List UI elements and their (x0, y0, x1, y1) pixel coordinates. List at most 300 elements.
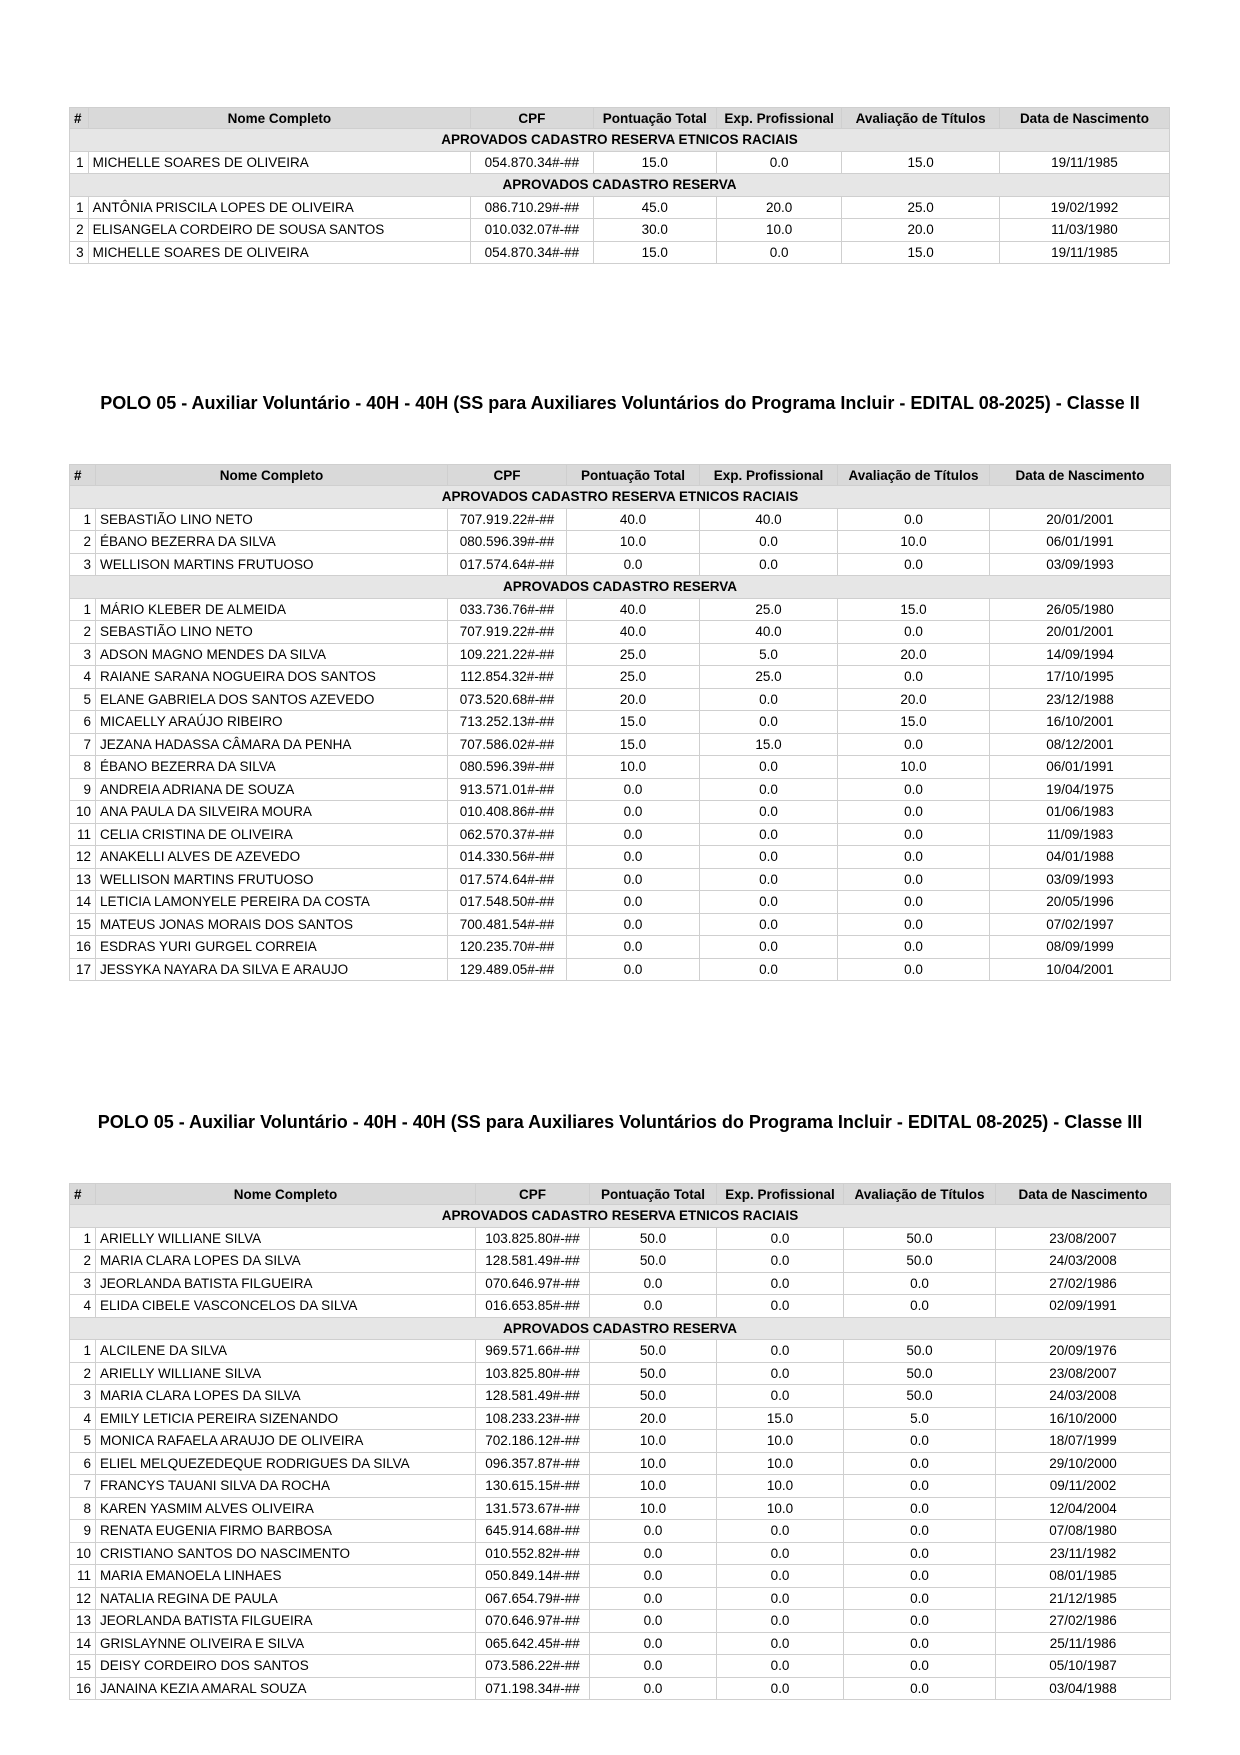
cpf-cell: 062.570.37#-## (448, 823, 567, 846)
table-row (70, 733, 1171, 756)
full-name-cell: MATEUS JONAS MORAIS DOS SANTOS (96, 913, 448, 936)
total-score-cell: 0.0 (590, 1272, 717, 1295)
cpf-cell: 130.615.15#-## (476, 1475, 590, 1498)
rank-cell: 13 (70, 868, 96, 891)
rank-cell: 4 (70, 666, 96, 689)
rank-cell: 3 (70, 643, 96, 666)
full-name-cell: ADSON MAGNO MENDES DA SILVA (96, 643, 448, 666)
rank-cell: 3 (70, 1385, 96, 1408)
full-name-cell: CELIA CRISTINA DE OLIVEIRA (96, 823, 448, 846)
birth-date-cell: 23/11/1982 (996, 1542, 1171, 1565)
total-score-cell: 20.0 (567, 688, 700, 711)
full-name-cell: ALCILENE DA SILVA (96, 1340, 476, 1363)
full-name-cell: KAREN YASMIM ALVES OLIVEIRA (96, 1497, 476, 1520)
cpf-cell: 071.198.34#-## (476, 1677, 590, 1700)
table-row (70, 1452, 1171, 1475)
total-score-cell: 0.0 (567, 958, 700, 981)
professional-experience-cell: 0.0 (717, 1587, 844, 1610)
rank-cell: 5 (70, 1430, 96, 1453)
full-name-cell: JEZANA HADASSA CÂMARA DA PENHA (96, 733, 448, 756)
column-header-professional-experience: Exp. Profissional (717, 1184, 844, 1205)
full-name-cell: MARIA CLARA LOPES DA SILVA (96, 1385, 476, 1408)
titles-evaluation-cell: 0.0 (844, 1475, 996, 1498)
full-name-cell: ELIEL MELQUEZEDEQUE RODRIGUES DA SILVA (96, 1452, 476, 1475)
column-header-rank: # (70, 465, 96, 486)
rank-cell: 6 (70, 711, 96, 734)
cpf-cell: 707.919.22#-## (448, 621, 567, 644)
total-score-cell: 0.0 (567, 936, 700, 959)
rank-cell: 2 (70, 621, 96, 644)
table-row (70, 1677, 1171, 1700)
rank-cell: 8 (70, 756, 96, 779)
professional-experience-cell: 10.0 (717, 1430, 844, 1453)
titles-evaluation-cell: 15.0 (838, 711, 990, 734)
birth-date-cell: 01/06/1983 (990, 801, 1171, 824)
birth-date-cell: 19/11/1985 (999, 241, 1169, 264)
cpf-cell: 103.825.80#-## (476, 1227, 590, 1250)
full-name-cell: DEISY CORDEIRO DOS SANTOS (96, 1655, 476, 1678)
group-header-etnicos (70, 486, 1171, 509)
total-score-cell: 0.0 (567, 823, 700, 846)
birth-date-cell: 08/09/1999 (990, 936, 1171, 959)
cpf-cell: 014.330.56#-## (448, 846, 567, 869)
rank-cell: 1 (70, 196, 89, 219)
column-header-full-name: Nome Completo (96, 1184, 476, 1205)
group-header-reserva (70, 174, 1170, 197)
professional-experience-cell: 15.0 (700, 733, 838, 756)
total-score-cell: 0.0 (567, 801, 700, 824)
titles-evaluation-cell: 0.0 (844, 1587, 996, 1610)
birth-date-cell: 07/08/1980 (996, 1520, 1171, 1543)
titles-evaluation-cell: 25.0 (842, 196, 1000, 219)
professional-experience-cell: 0.0 (700, 778, 838, 801)
table-row (70, 1587, 1171, 1610)
birth-date-cell: 19/02/1992 (999, 196, 1169, 219)
titles-evaluation-cell: 0.0 (838, 913, 990, 936)
full-name-cell: FRANCYS TAUANI SILVA DA ROCHA (96, 1475, 476, 1498)
titles-evaluation-cell: 0.0 (838, 733, 990, 756)
table-row (70, 1542, 1171, 1565)
table-row (70, 666, 1171, 689)
section-2-title: POLO 05 - Auxiliar Voluntário - 40H - 40H (SS para Auxiliares Voluntários do Programa Incluir - EDITAL 08-2025) - Classe II (100, 393, 1140, 413)
titles-evaluation-cell: 50.0 (844, 1340, 996, 1363)
column-header-professional-experience: Exp. Profissional (716, 108, 841, 129)
full-name-cell: ANA PAULA DA SILVEIRA MOURA (96, 801, 448, 824)
professional-experience-cell: 0.0 (717, 1677, 844, 1700)
column-header-titles-evaluation: Avaliação de Títulos (838, 465, 990, 486)
total-score-cell: 25.0 (567, 666, 700, 689)
rank-cell: 11 (70, 1565, 96, 1588)
table-row (70, 531, 1171, 554)
professional-experience-cell: 0.0 (700, 958, 838, 981)
total-score-cell: 45.0 (593, 196, 716, 219)
table-row (70, 1632, 1171, 1655)
table-row (70, 643, 1171, 666)
titles-evaluation-cell: 0.0 (838, 508, 990, 531)
birth-date-cell: 23/12/1988 (990, 688, 1171, 711)
cpf-cell: 073.586.22#-## (476, 1655, 590, 1678)
table-row (70, 219, 1170, 242)
cpf-cell: 067.654.79#-## (476, 1587, 590, 1610)
column-header-birth-date: Data de Nascimento (996, 1184, 1171, 1205)
birth-date-cell: 12/04/2004 (996, 1497, 1171, 1520)
professional-experience-cell: 0.0 (700, 688, 838, 711)
titles-evaluation-cell: 50.0 (844, 1227, 996, 1250)
full-name-cell: GRISLAYNNE OLIVEIRA E SILVA (96, 1632, 476, 1655)
birth-date-cell: 07/02/1997 (990, 913, 1171, 936)
results-table-2 (69, 464, 1171, 981)
section-3 (69, 1183, 1170, 1700)
full-name-cell: ARIELLY WILLIANE SILVA (96, 1227, 476, 1250)
total-score-cell: 10.0 (590, 1452, 717, 1475)
full-name-cell: LETICIA LAMONYELE PEREIRA DA COSTA (96, 891, 448, 914)
full-name-cell: ELISANGELA CORDEIRO DE SOUSA SANTOS (88, 219, 471, 242)
rank-cell: 12 (70, 1587, 96, 1610)
professional-experience-cell: 0.0 (717, 1385, 844, 1408)
birth-date-cell: 27/02/1986 (996, 1272, 1171, 1295)
titles-evaluation-cell: 0.0 (838, 823, 990, 846)
cpf-cell: 080.596.39#-## (448, 756, 567, 779)
rank-cell: 5 (70, 688, 96, 711)
section-3-title: POLO 05 - Auxiliar Voluntário - 40H - 40H (SS para Auxiliares Voluntários do Programa Incluir - EDITAL 08-2025) - Classe III (97, 1112, 1143, 1132)
section-1 (69, 107, 1170, 264)
full-name-cell: JEORLANDA BATISTA FILGUEIRA (96, 1610, 476, 1633)
cpf-cell: 054.870.34#-## (471, 241, 593, 264)
group-label: APROVADOS CADASTRO RESERVA ETNICOS RACIAIS (70, 486, 1171, 509)
column-header-professional-experience: Exp. Profissional (700, 465, 838, 486)
rank-cell: 16 (70, 1677, 96, 1700)
full-name-cell: NATALIA REGINA DE PAULA (96, 1587, 476, 1610)
cpf-cell: 017.574.64#-## (448, 868, 567, 891)
full-name-cell: ÉBANO BEZERRA DA SILVA (96, 531, 448, 554)
table-row (70, 553, 1171, 576)
rank-cell: 3 (70, 1272, 96, 1295)
total-score-cell: 0.0 (567, 913, 700, 936)
total-score-cell: 40.0 (567, 508, 700, 531)
birth-date-cell: 05/10/1987 (996, 1655, 1171, 1678)
section-2 (69, 464, 1170, 981)
rank-cell: 2 (70, 531, 96, 554)
cpf-cell: 969.571.66#-## (476, 1340, 590, 1363)
titles-evaluation-cell: 0.0 (838, 801, 990, 824)
birth-date-cell: 14/09/1994 (990, 643, 1171, 666)
titles-evaluation-cell: 15.0 (842, 241, 1000, 264)
professional-experience-cell: 10.0 (717, 1475, 844, 1498)
birth-date-cell: 10/04/2001 (990, 958, 1171, 981)
table-row (70, 1295, 1171, 1318)
full-name-cell: RENATA EUGENIA FIRMO BARBOSA (96, 1520, 476, 1543)
birth-date-cell: 19/11/1985 (999, 151, 1169, 174)
cpf-cell: 707.919.22#-## (448, 508, 567, 531)
table-row (70, 151, 1170, 174)
titles-evaluation-cell: 10.0 (838, 756, 990, 779)
full-name-cell: EMILY LETICIA PEREIRA SIZENANDO (96, 1407, 476, 1430)
total-score-cell: 15.0 (593, 241, 716, 264)
group-header-reserva (70, 576, 1171, 599)
cpf-cell: 054.870.34#-## (471, 151, 593, 174)
full-name-cell: MARIA EMANOELA LINHAES (96, 1565, 476, 1588)
titles-evaluation-cell: 0.0 (844, 1542, 996, 1565)
professional-experience-cell: 0.0 (700, 891, 838, 914)
cpf-cell: 913.571.01#-## (448, 778, 567, 801)
birth-date-cell: 02/09/1991 (996, 1295, 1171, 1318)
table-row (70, 1362, 1171, 1385)
titles-evaluation-cell: 0.0 (838, 936, 990, 959)
table-header-row (70, 1184, 1171, 1205)
total-score-cell: 50.0 (590, 1385, 717, 1408)
table-row (70, 823, 1171, 846)
rank-cell: 11 (70, 823, 96, 846)
full-name-cell: MICAELLY ARAÚJO RIBEIRO (96, 711, 448, 734)
birth-date-cell: 03/09/1993 (990, 553, 1171, 576)
rank-cell: 14 (70, 891, 96, 914)
group-label: APROVADOS CADASTRO RESERVA (70, 576, 1171, 599)
professional-experience-cell: 0.0 (700, 868, 838, 891)
column-header-total-score: Pontuação Total (567, 465, 700, 486)
results-table-3 (69, 1183, 1171, 1700)
birth-date-cell: 16/10/2001 (990, 711, 1171, 734)
professional-experience-cell: 0.0 (717, 1542, 844, 1565)
titles-evaluation-cell: 0.0 (838, 846, 990, 869)
cpf-cell: 109.221.22#-## (448, 643, 567, 666)
total-score-cell: 0.0 (590, 1542, 717, 1565)
birth-date-cell: 03/09/1993 (990, 868, 1171, 891)
titles-evaluation-cell: 50.0 (844, 1250, 996, 1273)
total-score-cell: 40.0 (567, 598, 700, 621)
full-name-cell: RAIANE SARANA NOGUEIRA DOS SANTOS (96, 666, 448, 689)
total-score-cell: 0.0 (567, 846, 700, 869)
table-row (70, 1610, 1171, 1633)
table-row (70, 846, 1171, 869)
table-row (70, 778, 1171, 801)
professional-experience-cell: 25.0 (700, 666, 838, 689)
rank-cell: 9 (70, 1520, 96, 1543)
total-score-cell: 0.0 (590, 1610, 717, 1633)
birth-date-cell: 23/08/2007 (996, 1362, 1171, 1385)
professional-experience-cell: 0.0 (717, 1295, 844, 1318)
rank-cell: 13 (70, 1610, 96, 1633)
titles-evaluation-cell: 0.0 (844, 1272, 996, 1295)
full-name-cell: ELIDA CIBELE VASCONCELOS DA SILVA (96, 1295, 476, 1318)
rank-cell: 2 (70, 219, 89, 242)
cpf-cell: 128.581.49#-## (476, 1385, 590, 1408)
birth-date-cell: 20/01/2001 (990, 621, 1171, 644)
birth-date-cell: 03/04/1988 (996, 1677, 1171, 1700)
full-name-cell: ANDREIA ADRIANA DE SOUZA (96, 778, 448, 801)
total-score-cell: 0.0 (590, 1587, 717, 1610)
group-header-etnicos (70, 1205, 1171, 1228)
results-table-1 (69, 107, 1170, 264)
birth-date-cell: 06/01/1991 (990, 756, 1171, 779)
rank-cell: 10 (70, 1542, 96, 1565)
professional-experience-cell: 0.0 (716, 151, 841, 174)
rank-cell: 4 (70, 1295, 96, 1318)
birth-date-cell: 24/03/2008 (996, 1250, 1171, 1273)
full-name-cell: MÁRIO KLEBER DE ALMEIDA (96, 598, 448, 621)
titles-evaluation-cell: 0.0 (844, 1565, 996, 1588)
birth-date-cell: 09/11/2002 (996, 1475, 1171, 1498)
table-row (70, 508, 1171, 531)
table-row (70, 1250, 1171, 1273)
full-name-cell: MICHELLE SOARES DE OLIVEIRA (88, 151, 471, 174)
rank-cell: 3 (70, 241, 89, 264)
full-name-cell: JANAINA KEZIA AMARAL SOUZA (96, 1677, 476, 1700)
professional-experience-cell: 0.0 (700, 823, 838, 846)
full-name-cell: WELLISON MARTINS FRUTUOSO (96, 553, 448, 576)
birth-date-cell: 16/10/2000 (996, 1407, 1171, 1430)
titles-evaluation-cell: 0.0 (844, 1655, 996, 1678)
column-header-total-score: Pontuação Total (593, 108, 716, 129)
full-name-cell: ÉBANO BEZERRA DA SILVA (96, 756, 448, 779)
table-row (70, 1565, 1171, 1588)
titles-evaluation-cell: 0.0 (838, 666, 990, 689)
professional-experience-cell: 0.0 (700, 913, 838, 936)
table-header-row (70, 108, 1170, 129)
total-score-cell: 10.0 (567, 756, 700, 779)
column-header-titles-evaluation: Avaliação de Títulos (842, 108, 1000, 129)
professional-experience-cell: 10.0 (716, 219, 841, 242)
column-header-titles-evaluation: Avaliação de Títulos (844, 1184, 996, 1205)
birth-date-cell: 27/02/1986 (996, 1610, 1171, 1633)
total-score-cell: 20.0 (590, 1407, 717, 1430)
rank-cell: 6 (70, 1452, 96, 1475)
titles-evaluation-cell: 0.0 (844, 1677, 996, 1700)
titles-evaluation-cell: 0.0 (838, 958, 990, 981)
rank-cell: 4 (70, 1407, 96, 1430)
total-score-cell: 15.0 (593, 151, 716, 174)
titles-evaluation-cell: 5.0 (844, 1407, 996, 1430)
table-row (70, 241, 1170, 264)
total-score-cell: 0.0 (567, 868, 700, 891)
rank-cell: 1 (70, 151, 89, 174)
total-score-cell: 0.0 (590, 1632, 717, 1655)
group-header-reserva (70, 1317, 1171, 1340)
full-name-cell: CRISTIANO SANTOS DO NASCIMENTO (96, 1542, 476, 1565)
table-row (70, 756, 1171, 779)
total-score-cell: 50.0 (590, 1340, 717, 1363)
group-label: APROVADOS CADASTRO RESERVA ETNICOS RACIAIS (70, 1205, 1171, 1228)
rank-cell: 2 (70, 1250, 96, 1273)
column-header-cpf: CPF (471, 108, 593, 129)
titles-evaluation-cell: 0.0 (844, 1430, 996, 1453)
group-label: APROVADOS CADASTRO RESERVA ETNICOS RACIAIS (70, 129, 1170, 152)
birth-date-cell: 25/11/1986 (996, 1632, 1171, 1655)
professional-experience-cell: 0.0 (717, 1250, 844, 1273)
table-row (70, 1655, 1171, 1678)
birth-date-cell: 20/09/1976 (996, 1340, 1171, 1363)
group-label: APROVADOS CADASTRO RESERVA (70, 1317, 1171, 1340)
rank-cell: 9 (70, 778, 96, 801)
birth-date-cell: 21/12/1985 (996, 1587, 1171, 1610)
rank-cell: 2 (70, 1362, 96, 1385)
full-name-cell: MONICA RAFAELA ARAUJO DE OLIVEIRA (96, 1430, 476, 1453)
birth-date-cell: 08/12/2001 (990, 733, 1171, 756)
table-row (70, 1407, 1171, 1430)
full-name-cell: SEBASTIÃO LINO NETO (96, 621, 448, 644)
professional-experience-cell: 0.0 (700, 936, 838, 959)
cpf-cell: 128.581.49#-## (476, 1250, 590, 1273)
professional-experience-cell: 15.0 (717, 1407, 844, 1430)
cpf-cell: 707.586.02#-## (448, 733, 567, 756)
table-row (70, 1497, 1171, 1520)
professional-experience-cell: 0.0 (717, 1632, 844, 1655)
total-score-cell: 0.0 (590, 1295, 717, 1318)
column-header-cpf: CPF (476, 1184, 590, 1205)
titles-evaluation-cell: 20.0 (838, 643, 990, 666)
titles-evaluation-cell: 50.0 (844, 1362, 996, 1385)
rank-cell: 15 (70, 1655, 96, 1678)
cpf-cell: 103.825.80#-## (476, 1362, 590, 1385)
cpf-cell: 070.646.97#-## (476, 1272, 590, 1295)
table-row (70, 1227, 1171, 1250)
professional-experience-cell: 0.0 (717, 1520, 844, 1543)
cpf-cell: 120.235.70#-## (448, 936, 567, 959)
table-row (70, 621, 1171, 644)
titles-evaluation-cell: 0.0 (838, 868, 990, 891)
rank-cell: 12 (70, 846, 96, 869)
column-header-full-name: Nome Completo (88, 108, 471, 129)
professional-experience-cell: 0.0 (700, 846, 838, 869)
professional-experience-cell: 0.0 (717, 1610, 844, 1633)
total-score-cell: 0.0 (590, 1520, 717, 1543)
birth-date-cell: 08/01/1985 (996, 1565, 1171, 1588)
cpf-cell: 713.252.13#-## (448, 711, 567, 734)
birth-date-cell: 24/03/2008 (996, 1385, 1171, 1408)
cpf-cell: 016.653.85#-## (476, 1295, 590, 1318)
cpf-cell: 112.854.32#-## (448, 666, 567, 689)
cpf-cell: 702.186.12#-## (476, 1430, 590, 1453)
rank-cell: 1 (70, 598, 96, 621)
total-score-cell: 15.0 (567, 711, 700, 734)
birth-date-cell: 06/01/1991 (990, 531, 1171, 554)
table-row (70, 801, 1171, 824)
column-header-total-score: Pontuação Total (590, 1184, 717, 1205)
titles-evaluation-cell: 0.0 (838, 621, 990, 644)
titles-evaluation-cell: 0.0 (844, 1632, 996, 1655)
rank-cell: 1 (70, 1340, 96, 1363)
rank-cell: 1 (70, 508, 96, 531)
titles-evaluation-cell: 0.0 (838, 778, 990, 801)
birth-date-cell: 29/10/2000 (996, 1452, 1171, 1475)
column-header-full-name: Nome Completo (96, 465, 448, 486)
cpf-cell: 108.233.23#-## (476, 1407, 590, 1430)
professional-experience-cell: 10.0 (717, 1452, 844, 1475)
professional-experience-cell: 25.0 (700, 598, 838, 621)
titles-evaluation-cell: 50.0 (844, 1385, 996, 1408)
professional-experience-cell: 0.0 (700, 756, 838, 779)
cpf-cell: 073.520.68#-## (448, 688, 567, 711)
column-header-rank: # (70, 1184, 96, 1205)
column-header-rank: # (70, 108, 89, 129)
rank-cell: 16 (70, 936, 96, 959)
professional-experience-cell: 5.0 (700, 643, 838, 666)
full-name-cell: ANTÔNIA PRISCILA LOPES DE OLIVEIRA (88, 196, 471, 219)
rank-cell: 3 (70, 553, 96, 576)
total-score-cell: 0.0 (590, 1655, 717, 1678)
full-name-cell: ELANE GABRIELA DOS SANTOS AZEVEDO (96, 688, 448, 711)
professional-experience-cell: 0.0 (716, 241, 841, 264)
full-name-cell: MARIA CLARA LOPES DA SILVA (96, 1250, 476, 1273)
professional-experience-cell: 0.0 (700, 801, 838, 824)
full-name-cell: ARIELLY WILLIANE SILVA (96, 1362, 476, 1385)
titles-evaluation-cell: 0.0 (844, 1452, 996, 1475)
table-row (70, 913, 1171, 936)
table-row (70, 1475, 1171, 1498)
rank-cell: 10 (70, 801, 96, 824)
table-row (70, 958, 1171, 981)
full-name-cell: SEBASTIÃO LINO NETO (96, 508, 448, 531)
cpf-cell: 010.552.82#-## (476, 1542, 590, 1565)
